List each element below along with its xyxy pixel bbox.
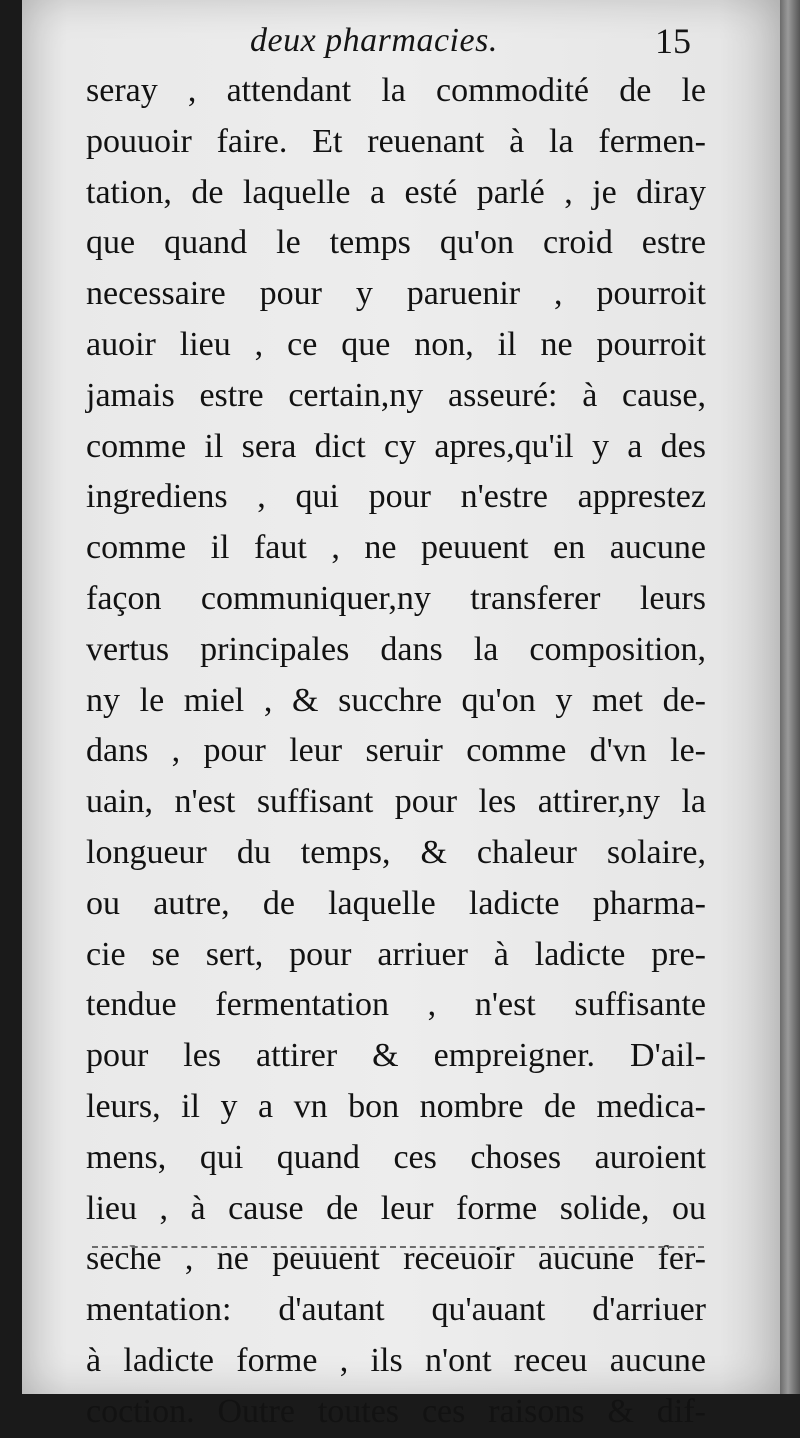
text-line: mentation: d'autant qu'auant d'arriuer <box>86 1291 706 1329</box>
text-line: longueur du temps, & chaleur solaire, <box>86 833 706 871</box>
text-line: pour les attirer & empreigner. D'ail- <box>86 1037 706 1075</box>
text-line: jamais estre certain,ny asseuré: à cause, <box>86 376 706 414</box>
text-line: seray , attendant la commodité de le <box>86 72 706 109</box>
text-line: pouuoir faire. Et reuenant à la fermen- <box>86 122 706 160</box>
text-line: ingrediens , qui pour n'estre apprestez <box>86 478 706 516</box>
text-line: cie se sert, pour arriuer à ladicte pre- <box>86 935 706 973</box>
text-line: à ladicte forme , ils n'ont receu aucune <box>86 1341 706 1379</box>
text-line: mens, qui quand ces choses auroient <box>86 1138 706 1176</box>
page-header <box>0 18 800 68</box>
text-line: coction. Outre toutes ces raisons & dif- <box>86 1392 706 1430</box>
text-line: ny le miel , & succhre qu'on y met de- <box>86 681 706 719</box>
page-number: 15 <box>655 21 691 61</box>
text-line: que quand le temps qu'on croid estre <box>86 224 706 262</box>
text-line: leurs, il y a vn bon nombre de medica- <box>86 1087 706 1125</box>
text-line: comme il sera dict cy apres,qu'il y a des <box>86 427 706 465</box>
text-line: auoir lieu , ce que non, il ne pourroit <box>86 325 706 363</box>
bottom-rule <box>92 1246 704 1248</box>
text-line: dans , pour leur seruir comme d'vn le- <box>86 732 706 770</box>
text-line: façon communiquer,ny transferer leurs <box>86 579 706 617</box>
text-line: seche , ne peuuent receuoir aucune fer- <box>86 1240 706 1278</box>
text-line: ou autre, de laquelle ladicte pharma- <box>86 884 706 922</box>
text-line: tation, de laquelle a esté parlé , je diray <box>86 173 706 211</box>
text-line: tendue fermentation , n'est suffisante <box>86 986 706 1024</box>
text-line: uain, n'est suffisant pour les attirer,ny la <box>86 783 706 821</box>
running-title: deux pharmacies. <box>250 22 498 59</box>
text-line: lieu , à cause de leur forme solide, ou <box>86 1189 706 1227</box>
page-edge-shadow <box>780 0 800 1394</box>
text-line: necessaire pour y paruenir , pourroit <box>86 275 706 313</box>
body-text <box>86 66 706 1438</box>
text-line: vertus principales dans la composition, <box>86 630 706 668</box>
text-line: comme il faut , ne peuuent en aucune <box>86 529 706 567</box>
